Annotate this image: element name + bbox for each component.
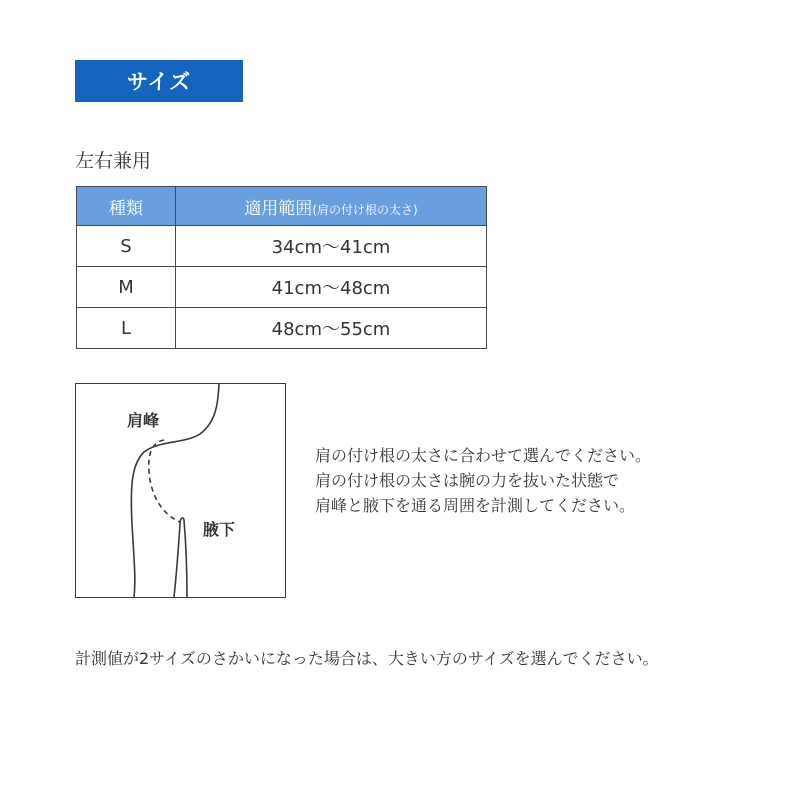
header-range-note: (肩の付け根の太さ) [312,202,418,217]
instruction-line: 肩の付け根の太さに合わせて選んでください。 [315,446,652,465]
label-armpit: 腋下 [203,520,236,539]
cell-range: 48cm〜55cm [176,308,487,349]
cell-size: S [77,226,176,267]
table-row [77,226,487,267]
footnote: 計測値が2サイズのさかいになった場合は、大きい方のサイズを選んでください。 [75,649,659,668]
size-table [76,186,487,349]
label-shoulder-peak: 肩峰 [127,411,160,430]
cell-size: L [77,308,176,349]
table-row [77,308,487,349]
cell-range: 34cm〜41cm [176,226,487,267]
table-header-row [77,187,487,226]
header-range-label: 適用範囲 [244,198,313,219]
instructions [315,443,651,518]
instruction-line: 肩の付け根の太さは腕の力を抜いた状態で [315,471,620,490]
measurement-diagram [75,383,286,598]
cell-range: 41cm〜48cm [176,267,487,308]
header-type: 種類 [77,187,176,226]
section-title: サイズ [126,70,192,94]
armpit-left-line [174,518,184,597]
table-row [77,267,487,308]
shoulder-illustration [76,384,287,599]
instruction-line: 肩峰と腋下を通る周囲を計測してください。 [315,496,636,515]
armpit-right-line [184,520,187,597]
header-range [176,187,487,226]
measurement-dashed-line [149,440,180,522]
section-header [75,60,243,102]
cell-size: M [77,267,176,308]
usage-label: 左右兼用 [75,150,152,172]
